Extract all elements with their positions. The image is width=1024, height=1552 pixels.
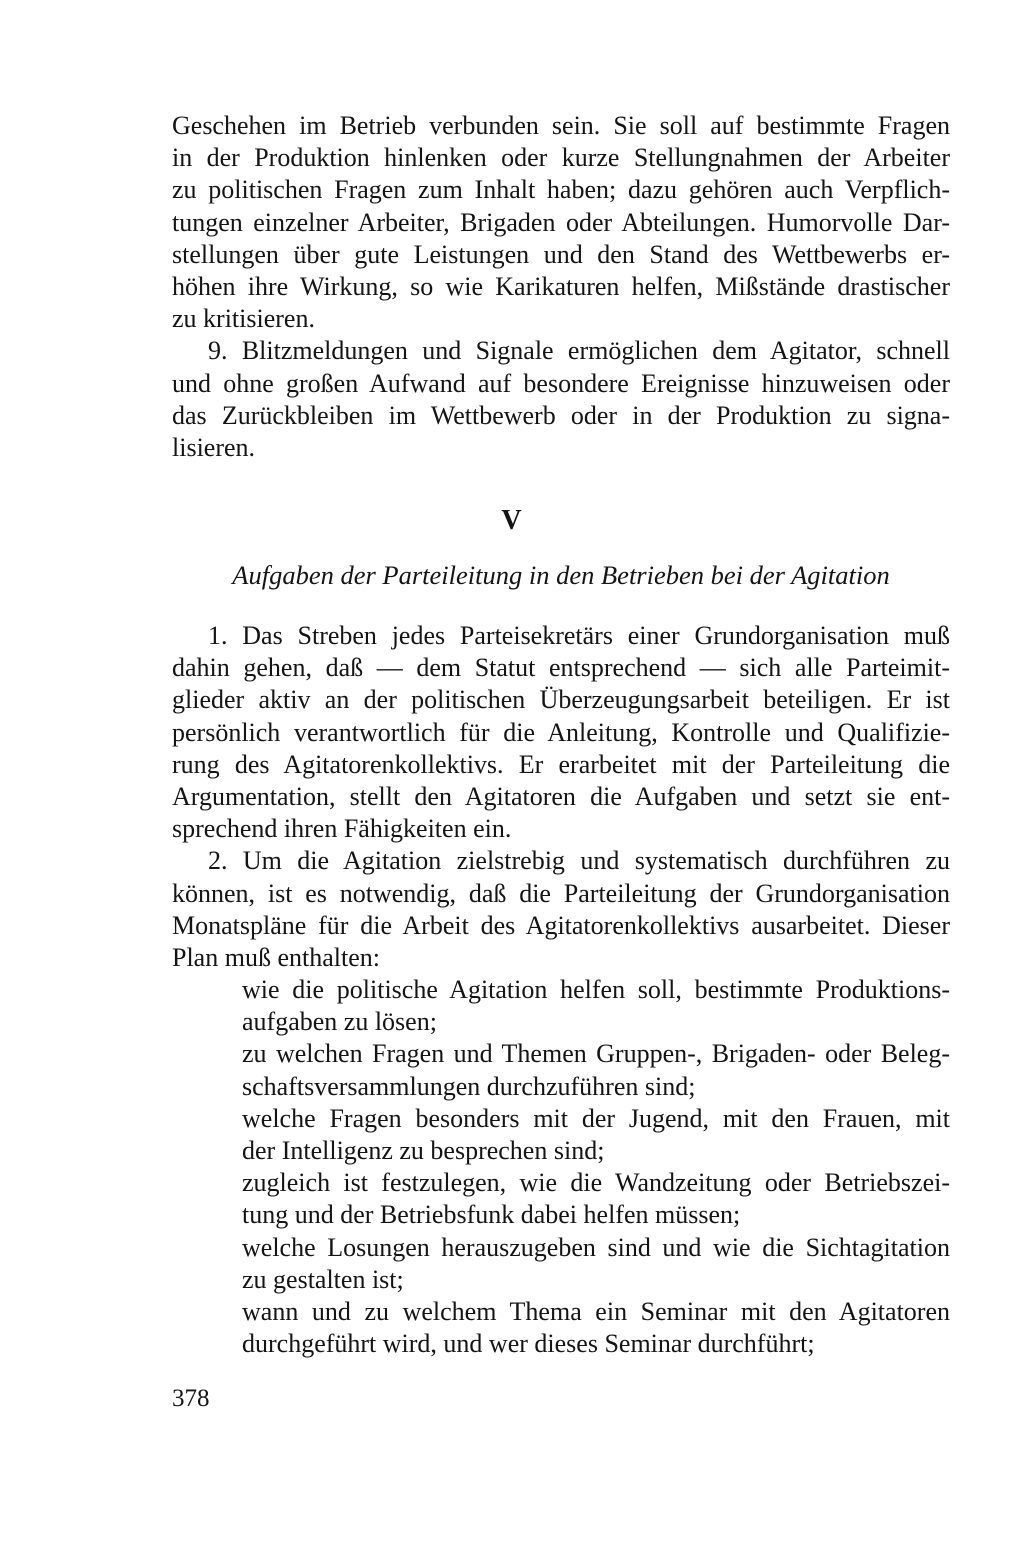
page-number: 378	[172, 1385, 210, 1412]
text-line: der Intelligenz zu besprechen sind;	[242, 1136, 605, 1165]
plan-list-item	[172, 1296, 950, 1360]
plan-list-item	[172, 1232, 950, 1296]
text-block-top	[172, 110, 950, 464]
plan-list-item	[172, 1167, 950, 1231]
text-line: Plan muß enthalten:	[172, 942, 380, 972]
text-line: zu kritisieren.	[172, 304, 315, 334]
text-line: 1. Das Streben jedes Parteisekretärs einer Grundorganisation muß	[208, 621, 950, 650]
text-line: durchgeführt wird, und wer dieses Seminar durchführt;	[242, 1329, 815, 1359]
text-line: sprechend ihren Fähigkeiten ein.	[172, 814, 512, 844]
plan-list-item	[172, 1038, 950, 1102]
text-block-main	[172, 620, 950, 1360]
text-line: glieder aktiv an der politischen Überzeugungsarbeit beteiligen. Er ist	[172, 685, 950, 715]
text-line: welche Fragen besonders mit der Jugend, mit den Frauen, mit	[242, 1103, 950, 1133]
item-2-paragraph	[172, 845, 950, 974]
text-line: schaftsversammlungen durchzuführen sind;	[242, 1071, 696, 1101]
text-line: aufgaben zu lösen;	[242, 1007, 437, 1037]
text-line: Argumentation, stellt den Agitatoren die Aufgaben und setzt sie ent-	[172, 781, 950, 811]
text-line: Geschehen im Betrieb verbunden sein. Sie soll auf bestimmte Fragen	[172, 111, 950, 140]
section-numeral: V	[501, 505, 523, 536]
text-line: höhen ihre Wirkung, so wie Karikaturen helfen, Mißstände drastischer	[172, 271, 950, 301]
text-line: zugleich ist festzulegen, wie die Wandzeitung oder Betriebszei-	[242, 1168, 950, 1198]
plan-list	[172, 974, 950, 1360]
plan-list-item	[172, 974, 950, 1038]
text-line: Monatspläne für die Arbeit des Agitatorenkollektivs ausarbeitet. Dieser	[172, 910, 950, 940]
text-line: 9. Blitzmeldungen und Signale ermöglichen dem Agitator, schnell	[208, 336, 950, 366]
paragraph-continuation	[172, 110, 950, 335]
text-line: tung und der Betriebsfunk dabei helfen müssen;	[242, 1200, 741, 1230]
text-line: zu gestalten ist;	[242, 1264, 404, 1294]
text-line: 2. Um die Agitation zielstrebig und systematisch durchführen zu	[208, 846, 950, 876]
text-line: können, ist es notwendig, daß die Parteileitung der Grundorganisation	[172, 878, 950, 908]
item-9-paragraph	[172, 335, 950, 464]
text-line: zu welchen Fragen und Themen Gruppen-, Brigaden- oder Beleg-	[242, 1039, 950, 1069]
text-line: persönlich verantwortlich für die Anleitung, Kontrolle und Qualifizie-	[172, 717, 950, 747]
text-line: rung des Agitatorenkollektivs. Er erarbeitet mit der Parteileitung die	[172, 749, 950, 779]
text-line: welche Losungen herauszugeben sind und wie die Sichtagitation	[242, 1232, 950, 1262]
text-line: das Zurückbleiben im Wettbewerb oder in der Produktion zu signa-	[172, 400, 950, 430]
text-line: in der Produktion hinlenken oder kurze Stellungnahmen der Arbeiter	[172, 143, 950, 173]
plan-list-item	[172, 1103, 950, 1167]
text-line: und ohne großen Aufwand auf besondere Ereignisse hinzuweisen oder	[172, 368, 950, 398]
text-line: wann und zu welchem Thema ein Seminar mit den Agitatoren	[242, 1296, 950, 1326]
text-line: dahin gehen, daß — dem Statut entsprechend — sich alle Parteimit-	[172, 653, 950, 683]
text-line: lisieren.	[172, 432, 256, 462]
item-1-paragraph	[172, 620, 950, 845]
text-line: zu politischen Fragen zum Inhalt haben; dazu gehören auch Verpflich-	[172, 175, 950, 205]
text-line: wie die politische Agitation helfen soll, bestimmte Produktions-	[242, 975, 950, 1005]
text-line: tungen einzelner Arbeiter, Brigaden oder Abteilungen. Humorvolle Dar-	[172, 207, 950, 237]
section-title: Aufgaben der Parteileitung in den Betrieben bei der Agitation	[232, 560, 890, 590]
text-line: stellungen über gute Leistungen und den Stand des Wettbewerbs er-	[172, 239, 950, 269]
